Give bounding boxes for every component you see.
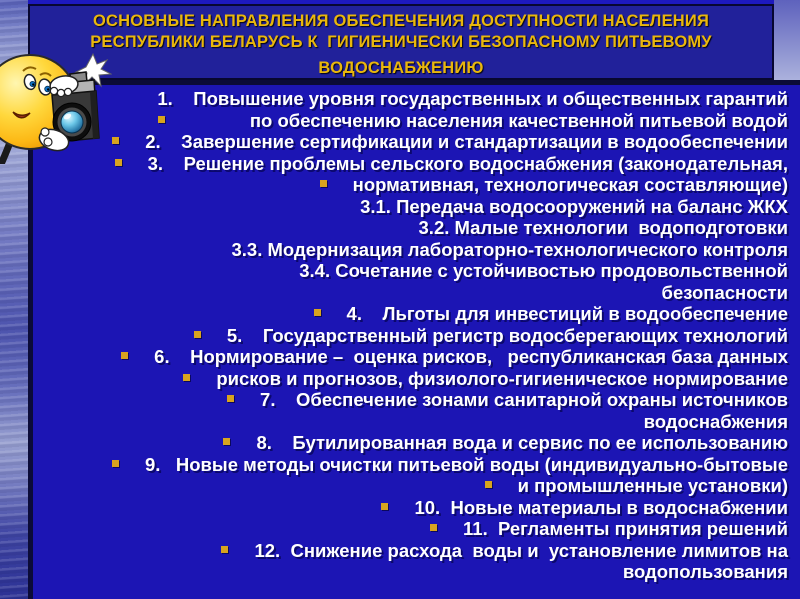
square-bullet-icon — [112, 460, 119, 467]
title-line-1: ОСНОВНЫЕ НАПРАВЛЕНИЯ ОБЕСПЕЧЕНИЯ ДОСТУПНОСТИ НАСЕЛЕНИЯ — [92, 12, 710, 30]
content-line-text: 12. Снижение расхода воды и установление лимитов на — [254, 539, 788, 561]
square-bullet-icon — [223, 438, 230, 445]
square-bullet-icon — [121, 352, 128, 359]
content-line-text: 3.4. Сочетание с устойчивостью продовольственной — [299, 260, 788, 281]
square-bullet-icon — [485, 481, 492, 488]
content-line-text: рисков и прогнозов, физиолого-гигиеническое нормирование — [216, 367, 788, 389]
content-line — [33, 411, 788, 433]
square-bullet-icon — [194, 331, 201, 338]
content-line — [33, 153, 788, 175]
content-line — [33, 260, 788, 282]
content-line — [33, 561, 788, 583]
content-line — [33, 540, 788, 562]
content-line — [33, 282, 788, 304]
square-bullet-icon — [115, 159, 122, 166]
content-line-text: 1. Повышение уровня государственных и общественных гарантий — [157, 88, 788, 109]
content-lines — [33, 88, 788, 583]
content-line — [33, 518, 788, 540]
square-bullet-icon — [227, 395, 234, 402]
content-line-text: 2. Завершение сертификации и стандартизации в водообеспечении — [145, 131, 788, 152]
content-line-text: 3.2. Малые технологии водоподготовки — [418, 217, 788, 238]
content-line — [33, 217, 788, 239]
content-line — [33, 88, 788, 110]
content-line — [33, 110, 788, 132]
photographer-smiley-icon — [0, 50, 112, 164]
square-bullet-icon — [430, 524, 437, 531]
content-line — [33, 497, 788, 519]
content-line — [33, 174, 788, 196]
content-line-text: 7. Обеспечение зонами санитарной охраны источников — [260, 389, 788, 410]
square-bullet-icon — [112, 137, 119, 144]
content-line-text: 3. Решение проблемы сельского водоснабжения (законодательная, — [147, 152, 788, 174]
content-line — [33, 432, 788, 454]
square-bullet-icon — [158, 116, 165, 123]
content-line-text: безопасности — [661, 281, 788, 303]
content-line — [33, 239, 788, 261]
content-line-text: 11. Регламенты принятия решений — [463, 518, 788, 539]
content-line-text: водопользования — [622, 561, 788, 582]
content-line — [33, 368, 788, 390]
content-line-text: 6. Нормирование – оценка рисков, республиканская база данных — [154, 346, 788, 367]
square-bullet-icon — [221, 546, 228, 553]
square-bullet-icon — [314, 309, 321, 316]
content-line — [33, 196, 788, 218]
square-bullet-icon — [320, 180, 327, 187]
content-line-text: 4. Льготы для инвестиций в водообеспечение — [346, 303, 788, 324]
content-panel — [28, 80, 800, 599]
slide-title-bar — [28, 4, 774, 80]
content-line — [33, 454, 788, 476]
content-line — [33, 475, 788, 497]
title-line-3: ВОДОСНАБЖЕНИЮ — [318, 59, 484, 77]
content-line-text: 8. Бутилированная вода и сервис по ее использованию — [256, 432, 788, 453]
square-bullet-icon — [381, 503, 388, 510]
right-edge-gradient — [774, 0, 800, 80]
content-line — [33, 389, 788, 411]
title-line-2: РЕСПУБЛИКИ БЕЛАРУСЬ К ГИГИЕНИЧЕСКИ БЕЗОПАСНОМУ ПИТЬЕВОМУ — [90, 33, 712, 51]
content-line — [33, 325, 788, 347]
content-line-text: 3.3. Модернизация лабораторно-технологического контроля — [231, 238, 788, 260]
content-line-text: 3.1. Передача водосооружений на баланс ЖКХ — [360, 195, 788, 217]
content-line-text: и промышленные установки) — [517, 475, 788, 496]
content-line-text: водоснабжения — [643, 410, 788, 432]
content-line-text: 10. Новые материалы в водоснабжении — [414, 496, 788, 518]
content-line — [33, 346, 788, 368]
content-line-text: по обеспечению населения качественной питьевой водой — [249, 109, 788, 131]
content-line-text: нормативная, технологическая составляющие) — [352, 174, 788, 195]
content-line-text: 9. Новые методы очистки питьевой воды (индивидуально-бытовые — [145, 453, 788, 475]
square-bullet-icon — [183, 374, 190, 381]
content-line — [33, 131, 788, 153]
content-line-text: 5. Государственный регистр водосберегающих технологий — [226, 324, 788, 346]
content-line — [33, 303, 788, 325]
